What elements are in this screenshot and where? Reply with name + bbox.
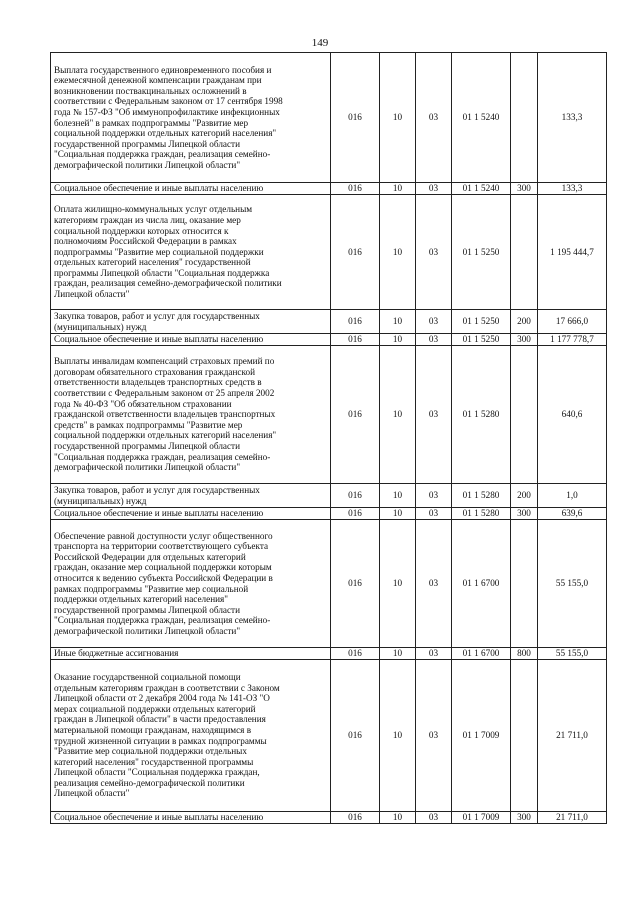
section-code: 10 [380, 53, 416, 183]
subsection-code: 03 [416, 53, 452, 183]
subsection-code: 03 [416, 648, 452, 660]
amount: 17 666,0 [538, 310, 607, 334]
row-description: Социальное обеспечение и иные выплаты населению [51, 183, 331, 195]
table-row [51, 346, 607, 484]
target-code: 01 1 5280 [452, 508, 511, 520]
expense-type-code: 200 [511, 484, 538, 508]
row-description: Обеспечение равной доступности услуг общественного транспорта на территории соответствующего субъекта Российской Федерации для отдельных категорий граждан, оказание мер социальной поддержки которым относится к ведению субъекта Российской Федерации в рамках подпрограммы "Развитие мер социальной поддержки отдельных категорий населения" государственной программы Липецкой области "Социальная поддержка граждан, реализация семейно- демографической политики Липецкой области" [51, 520, 331, 648]
subsection-code: 03 [416, 346, 452, 484]
amount: 21 711,0 [538, 812, 607, 824]
ministry-code: 016 [331, 648, 380, 660]
expense-type-code: 800 [511, 648, 538, 660]
table-row [51, 660, 607, 812]
expense-type-code: 300 [511, 334, 538, 346]
table-row [51, 648, 607, 660]
expense-type-code: 300 [511, 183, 538, 195]
budget-table [50, 52, 607, 824]
amount: 55 155,0 [538, 520, 607, 648]
row-description: Выплата государственного единовременного пособия и ежемесячной денежной компенсации гражданам при возникновении поствакцинальных осложнений в соответствии с Федеральным законом от 17 сентября 1998 года № 157-ФЗ "Об иммунопрофилактике инфекционных болезней" в рамках подпрограммы "Развитие мер социальной поддержки отдельных категорий населения" государственной программы Липецкой области "Социальная поддержка граждан, реализация семейно- демографической политики Липецкой области" [51, 53, 331, 183]
section-code: 10 [380, 648, 416, 660]
table-row [51, 334, 607, 346]
budget-table-body [51, 53, 607, 824]
ministry-code: 016 [331, 183, 380, 195]
expense-type-code [511, 660, 538, 812]
row-description: Выплаты инвалидам компенсаций страховых премий по договорам обязательного страхования гражданской ответственности владельцев транспортных средств в соответствии с Федеральным законом от 25 апреля 2002 года № 40-ФЗ "Об обязательном страховании гражданской ответственности владельцев транспортных средств" в рамках подпрограммы "Развитие мер социальной поддержки отдельных категорий населения" государственной программы Липецкой области "Социальная поддержка граждан, реализация семейно- демографической политики Липецкой области" [51, 346, 331, 484]
section-code: 10 [380, 660, 416, 812]
row-description: Социальное обеспечение и иные выплаты населению [51, 812, 331, 824]
section-code: 10 [380, 520, 416, 648]
section-code: 10 [380, 812, 416, 824]
table-row [51, 183, 607, 195]
row-description: Закупка товаров, работ и услуг для государственных (муниципальных) нужд [51, 310, 331, 334]
row-description: Оплата жилищно-коммунальных услуг отдельным категориям граждан из числа лиц, оказание мер социальной поддержки которых относится к полномочиям Российской Федерации в рамках подпрограммы "Развитие мер социальной поддержки отдельных категорий населения" государственной программы Липецкой области "Социальная поддержка граждан, реализация семейно-демографической политики Липецкой области" [51, 195, 331, 310]
expense-type-code: 300 [511, 812, 538, 824]
amount: 1 195 444,7 [538, 195, 607, 310]
amount: 1,0 [538, 484, 607, 508]
amount: 133,3 [538, 183, 607, 195]
row-description: Социальное обеспечение и иные выплаты населению [51, 334, 331, 346]
section-code: 10 [380, 334, 416, 346]
expense-type-code [511, 346, 538, 484]
expense-type-code [511, 195, 538, 310]
table-row [51, 508, 607, 520]
amount: 21 711,0 [538, 660, 607, 812]
amount: 1 177 778,7 [538, 334, 607, 346]
ministry-code: 016 [331, 812, 380, 824]
subsection-code: 03 [416, 183, 452, 195]
target-code: 01 1 6700 [452, 648, 511, 660]
table-row [51, 53, 607, 183]
page-number: 149 [311, 37, 329, 49]
section-code: 10 [380, 183, 416, 195]
target-code: 01 1 5280 [452, 346, 511, 484]
row-description: Оказание государственной социальной помощи отдельным категориям граждан в соответствии с Законом Липецкой области от 2 декабря 2004 года № 141-ОЗ "О мерах социальной поддержки отдельных категорий граждан в Липецкой области" в части предоставления материальной помощи гражданам, находящимся в трудной жизненной ситуации в рамках подпрограммы "Развитие мер социальной поддержки отдельных категорий населения" государственной программы Липецкой области "Социальная поддержка граждан, реализация семейно-демографической политики Липецкой области" [51, 660, 331, 812]
section-code: 10 [380, 195, 416, 310]
section-code: 10 [380, 508, 416, 520]
target-code: 01 1 5250 [452, 310, 511, 334]
table-row [51, 520, 607, 648]
expense-type-code: 300 [511, 508, 538, 520]
row-description: Закупка товаров, работ и услуг для государственных (муниципальных) нужд [51, 484, 331, 508]
target-code: 01 1 5250 [452, 334, 511, 346]
row-description: Иные бюджетные ассигнования [51, 648, 331, 660]
section-code: 10 [380, 484, 416, 508]
target-code: 01 1 5240 [452, 53, 511, 183]
ministry-code: 016 [331, 346, 380, 484]
table-row [51, 812, 607, 824]
table-row [51, 484, 607, 508]
target-code: 01 1 5280 [452, 484, 511, 508]
target-code: 01 1 7009 [452, 660, 511, 812]
amount: 639,6 [538, 508, 607, 520]
target-code: 01 1 5250 [452, 195, 511, 310]
section-code: 10 [380, 346, 416, 484]
expense-type-code [511, 53, 538, 183]
ministry-code: 016 [331, 310, 380, 334]
amount: 133,3 [538, 53, 607, 183]
subsection-code: 03 [416, 310, 452, 334]
ministry-code: 016 [331, 53, 380, 183]
expense-type-code [511, 520, 538, 648]
amount: 640,6 [538, 346, 607, 484]
ministry-code: 016 [331, 520, 380, 648]
subsection-code: 03 [416, 812, 452, 824]
ministry-code: 016 [331, 334, 380, 346]
row-description: Социальное обеспечение и иные выплаты населению [51, 508, 331, 520]
subsection-code: 03 [416, 508, 452, 520]
target-code: 01 1 5240 [452, 183, 511, 195]
amount: 55 155,0 [538, 648, 607, 660]
target-code: 01 1 6700 [452, 520, 511, 648]
section-code: 10 [380, 310, 416, 334]
subsection-code: 03 [416, 520, 452, 648]
ministry-code: 016 [331, 484, 380, 508]
subsection-code: 03 [416, 334, 452, 346]
ministry-code: 016 [331, 660, 380, 812]
expense-type-code: 200 [511, 310, 538, 334]
target-code: 01 1 7009 [452, 812, 511, 824]
subsection-code: 03 [416, 195, 452, 310]
ministry-code: 016 [331, 508, 380, 520]
ministry-code: 016 [331, 195, 380, 310]
subsection-code: 03 [416, 484, 452, 508]
table-row [51, 310, 607, 334]
table-row [51, 195, 607, 310]
subsection-code: 03 [416, 660, 452, 812]
